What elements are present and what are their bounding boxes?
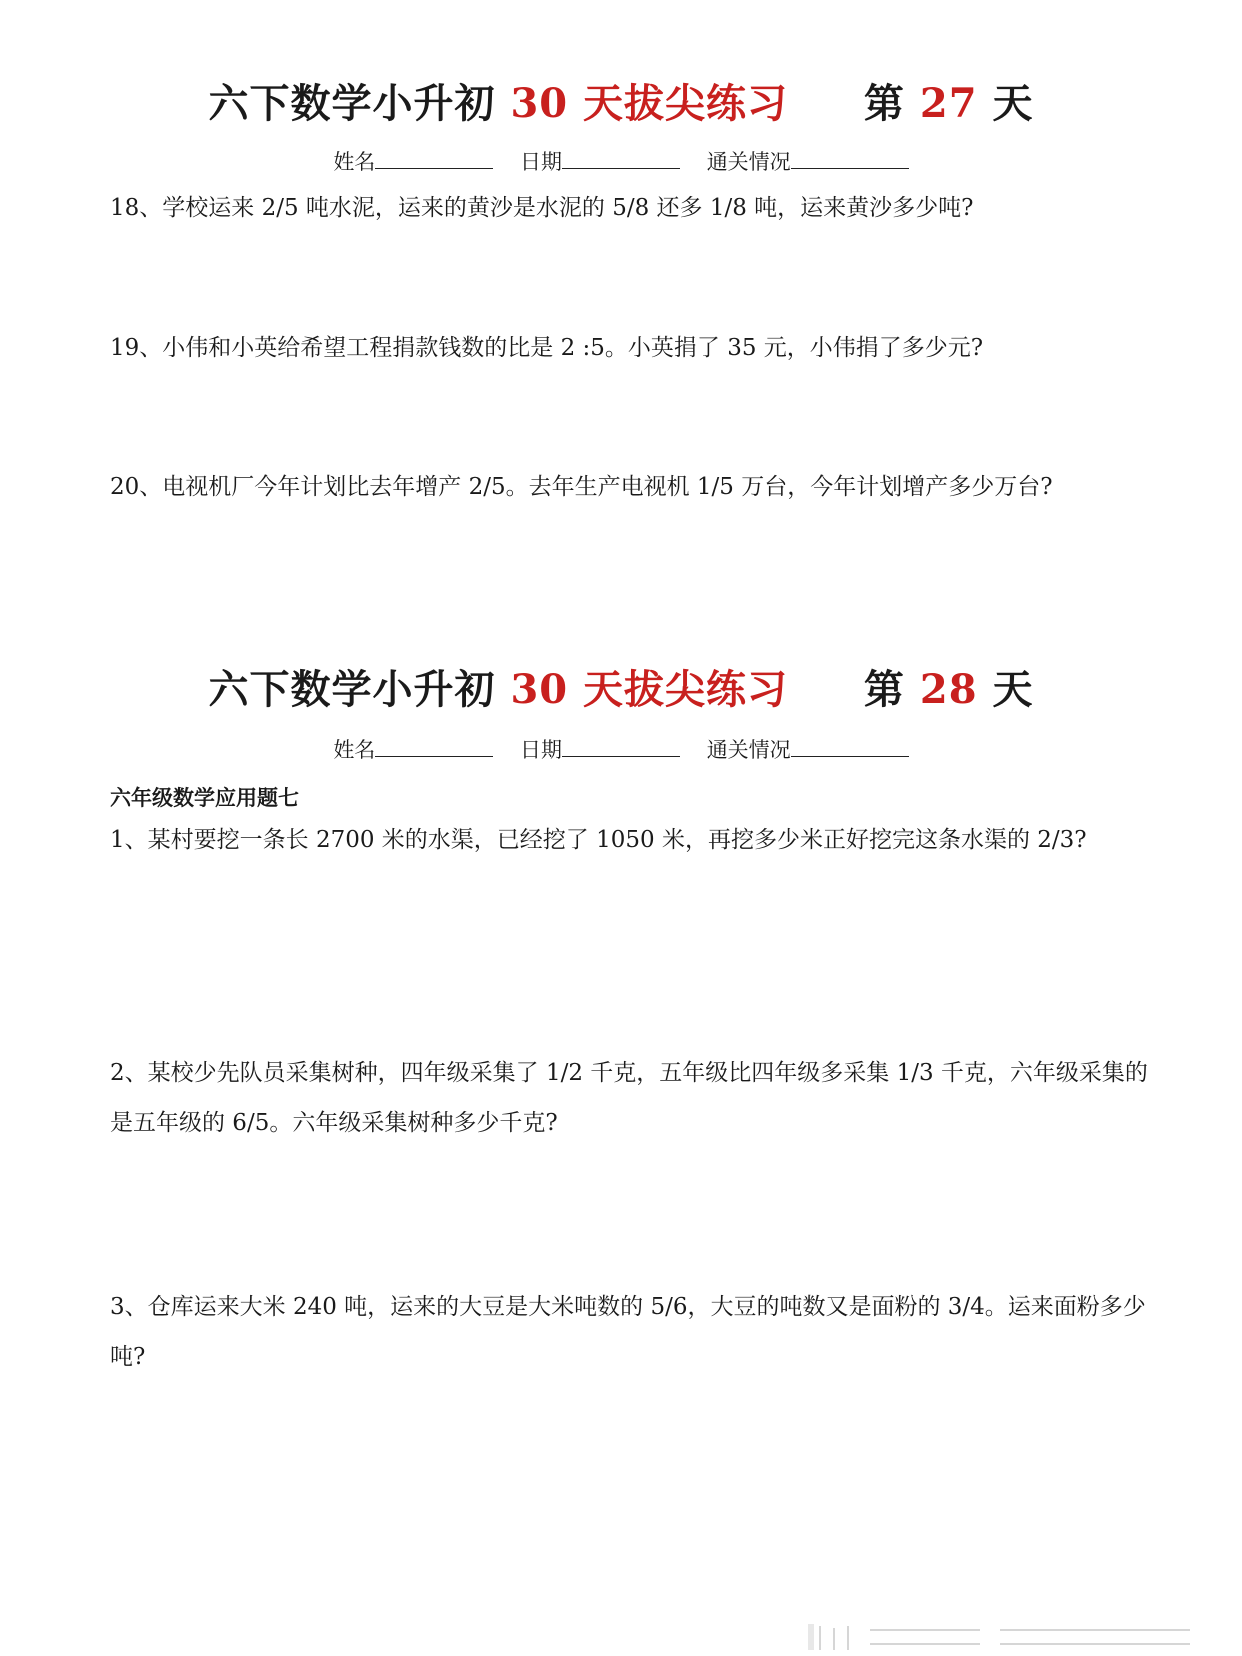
day27-fields: [0, 146, 1242, 176]
question-1: 1、某村要挖一条长 2700 米的水渠，已经挖了 1050 米，再挖多少米正好挖完这条水渠的 2/3?: [110, 827, 1087, 853]
question-20: 20、电视机厂今年计划比去年增产 2/5。去年生产电视机 1/5 万台，今年计划增产多少万台?: [110, 474, 1053, 500]
day28-title-di: 第: [863, 666, 905, 713]
day27-title-red: 30 天拔尖练习: [510, 80, 789, 127]
date-field[interactable]: 日期: [520, 734, 680, 764]
day28-title-num: 28: [919, 666, 978, 713]
day27-title-di: 第: [863, 80, 905, 127]
day27-title-main: 六下数学小升初: [208, 80, 496, 127]
name-field[interactable]: 姓名: [333, 734, 493, 764]
day28-title-red: 30 天拔尖练习: [510, 666, 789, 713]
day28-fields: [0, 734, 1242, 764]
day28-title: [0, 658, 1242, 715]
day27-title-tian: 天: [992, 80, 1034, 127]
name-field[interactable]: 姓名: [333, 146, 493, 176]
date-field[interactable]: 日期: [520, 146, 680, 176]
status-field[interactable]: 通关情况: [707, 734, 909, 764]
name-blank[interactable]: [375, 150, 493, 169]
day28-title-main: 六下数学小升初: [208, 666, 496, 713]
watermark-graphic: [800, 1620, 1200, 1654]
status-blank[interactable]: [791, 738, 909, 757]
day28-title-tian: 天: [992, 666, 1034, 713]
question-3: 3、仓库运来大米 240 吨，运来的大豆是大米吨数的 5/6，大豆的吨数又是面粉的 3/4。运来面粉多少吨?: [110, 1294, 1146, 1370]
date-blank[interactable]: [562, 150, 680, 169]
status-field[interactable]: 通关情况: [707, 146, 909, 176]
section-heading: 六年级数学应用题七: [110, 786, 299, 810]
name-blank[interactable]: [375, 738, 493, 757]
status-blank[interactable]: [791, 150, 909, 169]
question-2: 2、某校少先队员采集树种，四年级采集了 1/2 千克，五年级比四年级多采集 1/3 千克，六年级采集的是五年级的 6/5。六年级采集树种多少千克?: [110, 1060, 1148, 1136]
question-18: 18、学校运来 2/5 吨水泥，运来的黄沙是水泥的 5/8 还多 1/8 吨，运来黄沙多少吨?: [110, 195, 974, 221]
day27-title-num: 27: [919, 80, 978, 127]
day27-title: [0, 72, 1242, 129]
date-blank[interactable]: [562, 738, 680, 757]
question-19: 19、小伟和小英给希望工程捐款钱数的比是 2 :5。小英捐了 35 元，小伟捐了多少元?: [110, 335, 984, 361]
